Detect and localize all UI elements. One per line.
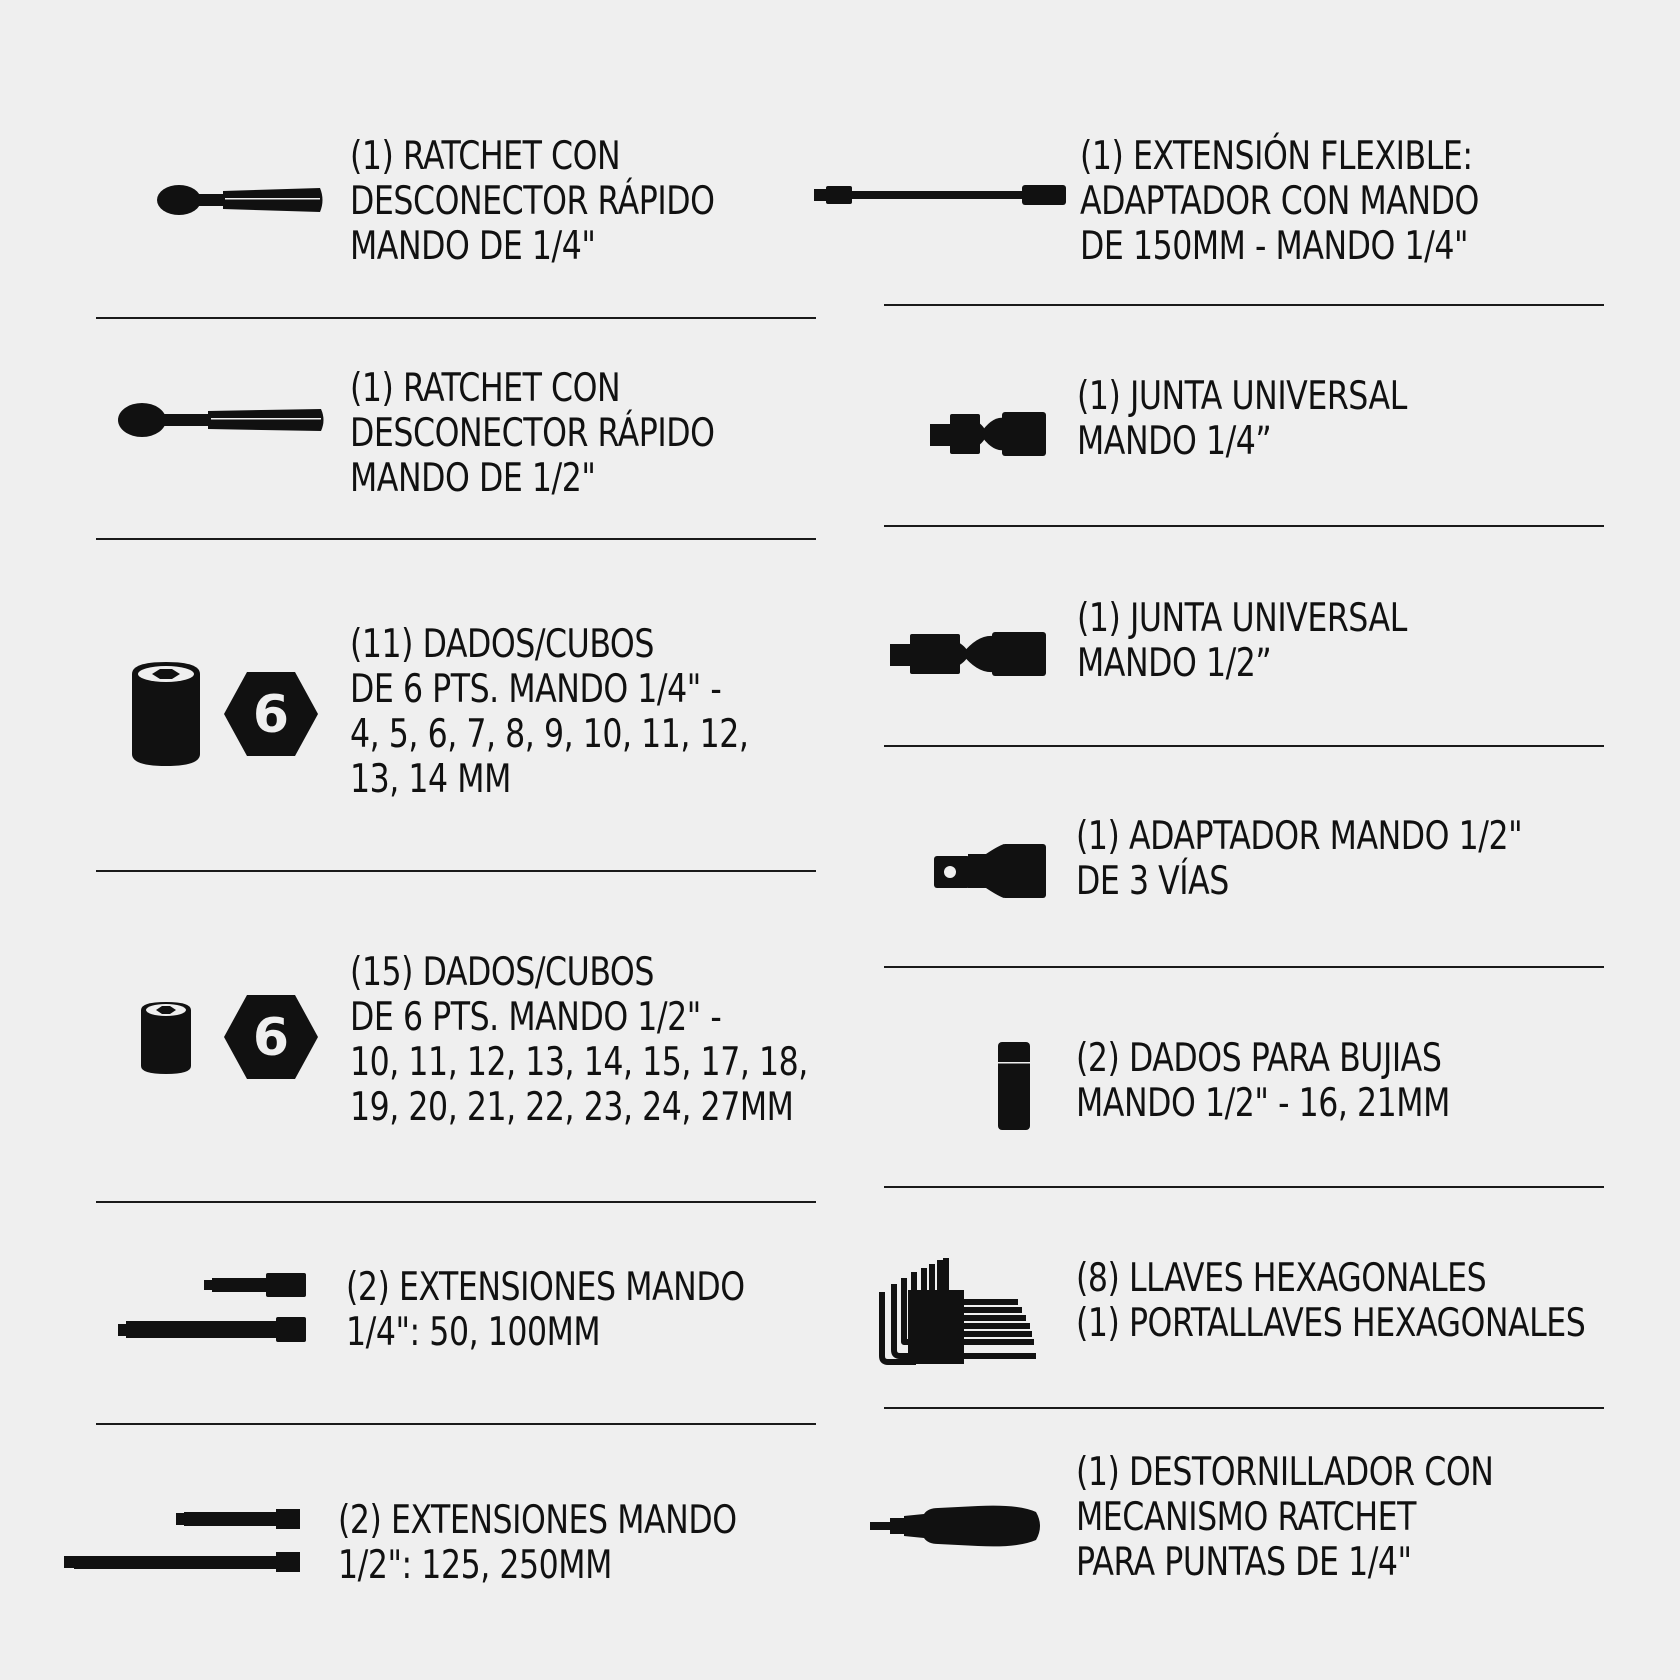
- item-label: (1) JUNTA UNIVERSAL MANDO 1/4”: [1077, 374, 1407, 464]
- hex-keys-icon: [876, 1256, 1038, 1368]
- divider: [884, 745, 1604, 747]
- extensions-quarter-icon: [116, 1270, 308, 1346]
- screwdriver-icon: [868, 1504, 1044, 1548]
- universal-joint-quarter-icon: [928, 408, 1048, 460]
- flexible-extension-icon: [812, 182, 1068, 208]
- ratchet-quarter-icon: [155, 178, 325, 222]
- item-label: (2) DADOS PARA BUJIAS MANDO 1/2" - 16, 21MM: [1076, 1036, 1450, 1126]
- item-label: (8) LLAVES HEXAGONALES (1) PORTALLAVES HEXAGONALES: [1076, 1256, 1586, 1346]
- divider: [884, 966, 1604, 968]
- item-label: (1) EXTENSIÓN FLEXIBLE: ADAPTADOR CON MANDO DE 150MM - MANDO 1/4": [1080, 134, 1479, 269]
- socket-half-icon: [138, 1000, 194, 1076]
- svg-text:6: 6: [252, 1008, 290, 1068]
- item-label: (1) DESTORNILLADOR CON MECANISMO RATCHET PARA PUNTAS DE 1/4": [1076, 1450, 1494, 1585]
- item-label: (1) RATCHET CON DESCONECTOR RÁPIDO MANDO DE 1/2": [350, 366, 715, 501]
- item-label: (1) JUNTA UNIVERSAL MANDO 1/2”: [1077, 596, 1407, 686]
- item-label: (1) ADAPTADOR MANDO 1/2" DE 3 VÍAS: [1076, 814, 1523, 904]
- svg-text:6: 6: [252, 685, 290, 745]
- universal-joint-half-icon: [888, 628, 1048, 680]
- extensions-half-icon: [62, 1504, 302, 1574]
- divider: [884, 1186, 1604, 1188]
- hex-badge-icon: [222, 670, 320, 758]
- divider: [96, 1423, 816, 1425]
- divider: [884, 1407, 1604, 1409]
- item-label: (1) RATCHET CON DESCONECTOR RÁPIDO MANDO DE 1/4": [350, 134, 715, 269]
- socket-quarter-icon: [128, 660, 204, 768]
- item-label: (2) EXTENSIONES MANDO 1/4": 50, 100MM: [346, 1265, 745, 1355]
- divider: [884, 525, 1604, 527]
- divider: [884, 304, 1604, 306]
- spark-plug-socket-icon: [995, 1040, 1033, 1132]
- item-label: (2) EXTENSIONES MANDO 1/2": 125, 250MM: [338, 1498, 737, 1588]
- item-label: (15) DADOS/CUBOS DE 6 PTS. MANDO 1/2" - 10, 11, 12, 13, 14, 15, 17, 18, 19, 20, 21, 22, 23, 24, 27MM: [350, 950, 808, 1130]
- ratchet-half-icon: [116, 400, 326, 440]
- divider: [96, 538, 816, 540]
- divider: [96, 317, 816, 319]
- divider: [96, 870, 816, 872]
- adapter-icon: [932, 842, 1048, 900]
- hex-badge-icon: [222, 993, 320, 1081]
- item-label: (11) DADOS/CUBOS DE 6 PTS. MANDO 1/4" - 4, 5, 6, 7, 8, 9, 10, 11, 12, 13, 14 MM: [350, 622, 749, 802]
- divider: [96, 1201, 816, 1203]
